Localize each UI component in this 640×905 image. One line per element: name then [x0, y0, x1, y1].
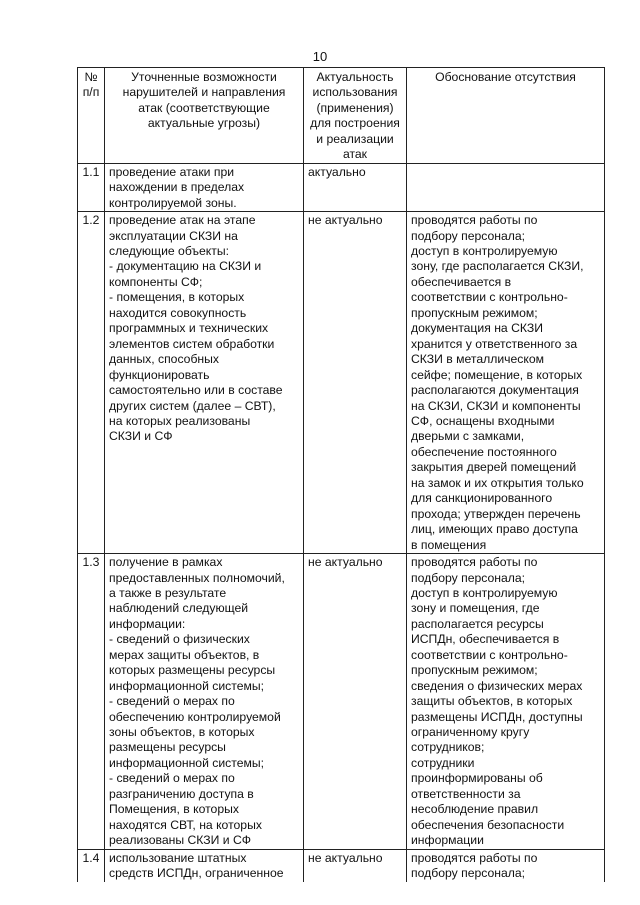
row-number: 1.4 — [78, 849, 105, 881]
row-relevance: не актуально — [304, 212, 407, 554]
table-header-row — [78, 68, 605, 164]
row-capability: проведение атаки при нахождении в пределах контролируемой зоны. — [105, 163, 304, 211]
row-number: 1.2 — [78, 212, 105, 554]
header-relevance: Актуальность использования (применения) для построения и реализации атак — [304, 68, 407, 164]
row-capability: проведение атак на этапе эксплуатации СКЗИ на следующие объекты: - документацию на СКЗИ и компоненты СФ; - помещения, в которых находится совокупность программных и технических элементов систем обработки данных, способных функционировать самостоятельно или в составе других систем (далее – СВТ), на которых реализованы СКЗИ и СФ — [105, 212, 304, 554]
threat-table — [77, 67, 605, 882]
row-capability: использование штатных средств ИСПДн, ограниченное — [105, 849, 304, 881]
table-row — [78, 212, 605, 554]
row-number: 1.1 — [78, 163, 105, 211]
row-number: 1.3 — [78, 554, 105, 850]
header-number: № п/п — [78, 68, 105, 164]
row-relevance: не актуально — [304, 849, 407, 881]
table-row — [78, 849, 605, 881]
table-row — [78, 163, 605, 211]
page-number: 10 — [312, 49, 328, 64]
table-row — [78, 554, 605, 850]
row-justification — [407, 163, 605, 211]
row-justification: проводятся работы по подбору персонала; — [407, 849, 605, 881]
row-relevance: не актуально — [304, 554, 407, 850]
header-justification: Обоснование отсутствия — [407, 68, 605, 164]
header-capabilities: Уточненные возможности нарушителей и направления атак (соответствующие актуальные угрозы) — [105, 68, 304, 164]
row-relevance: актуально — [304, 163, 407, 211]
row-capability: получение в рамках предоставленных полномочий, а также в результате наблюдений следующей информации: - сведений о физических мерах защиты объектов, в которых размещены ресурсы информационной системы; - сведений о мерах по обеспечению контролируемой зоны объектов, в которых размещены ресурсы информационной системы; - сведений о мерах по разграничению доступа в Помещения, в которых находятся СВТ, на которых реализованы СКЗИ и СФ — [105, 554, 304, 850]
row-justification: проводятся работы по подбору персонала; доступ в контролируемую зону и помещения, где располагается ресурсы ИСПДн, обеспечивается в соответствии с контрольно- пропускным режимом; сведения о физических мерах защиты объектов, в которых размещены ИСПДн, доступны ограниченному кругу сотрудников; сотрудники проинформированы об ответственности за несоблюдение правил обеспечения безопасности информации — [407, 554, 605, 850]
row-justification: проводятся работы по подбору персонала; доступ в контролируемую зону, где располагается СКЗИ, обеспечивается в соответствии с контрольно- пропускным режимом; документация на СКЗИ хранится у ответственного за СКЗИ в металлическом сейфе; помещение, в которых располагаются документация на СКЗИ, СКЗИ и компоненты СФ, оснащены входными дверьми с замками, обеспечение постоянного закрытия дверей помещений на замок и их открытия только для санкционированного прохода; утвержден перечень лиц, имеющих право доступа в помещения — [407, 212, 605, 554]
